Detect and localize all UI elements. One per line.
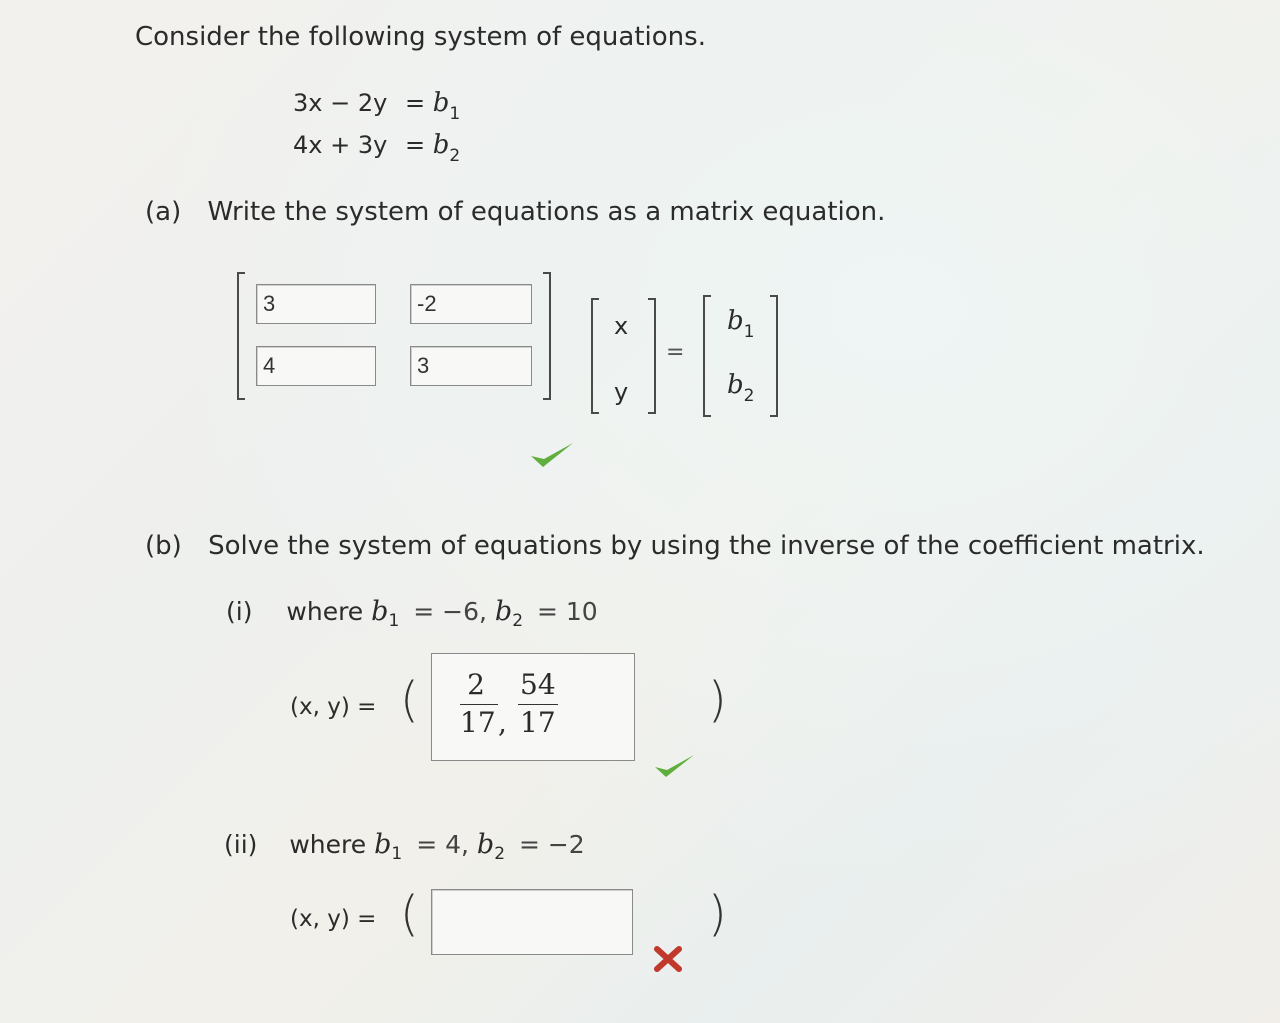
part-b-ii-condition: (ii) where $b_1 = 4$, $b_2 = -2$: [224, 829, 585, 864]
intro-text: Consider the following system of equations.: [135, 22, 706, 52]
matrix-left-bracket: [237, 272, 245, 400]
fraction-1-denominator: 17: [460, 706, 496, 739]
correct-check-icon: [652, 752, 696, 780]
fraction-2-numerator: 54: [520, 668, 556, 701]
equals-sign: =: [666, 340, 685, 365]
equation-2: $4x + 3y = b_2$: [293, 130, 461, 166]
open-paren-i: (: [400, 672, 419, 728]
matrix-input-a12[interactable]: -2: [410, 284, 532, 324]
fraction-separator: ,: [498, 706, 507, 739]
matrix-right-bracket: [543, 272, 551, 400]
matrix-input-a11[interactable]: 3: [256, 284, 376, 324]
incorrect-x-icon: [654, 946, 682, 972]
xy-label-ii: (x, y) =: [290, 906, 377, 932]
equation-1: $3x - 2y = b_1$: [293, 88, 461, 124]
vector-right-bracket: [648, 298, 656, 414]
rhs-right-bracket: [770, 295, 778, 417]
fraction-2-denominator: 17: [520, 706, 556, 739]
open-paren-ii: (: [400, 886, 419, 942]
part-b-prompt: (b) Solve the system of equations by using the inverse of the coefficient matrix.: [145, 531, 1205, 561]
part-a-prompt: (a) Write the system of equations as a matrix equation.: [145, 197, 886, 227]
close-paren-i: ): [708, 672, 727, 728]
rhs-b1: $b_1$: [727, 306, 755, 342]
rhs-b2: $b_2$: [727, 370, 755, 406]
rhs-left-bracket: [703, 295, 711, 417]
close-paren-ii: ): [708, 886, 727, 942]
vector-y: y: [614, 378, 629, 406]
answer-input-ii[interactable]: [431, 889, 633, 955]
vector-x: x: [614, 312, 629, 340]
part-b-i-condition: (i) where $b_1 = -6$, $b_2 = 10$: [226, 596, 598, 631]
matrix-input-a21[interactable]: 4: [256, 346, 376, 386]
matrix-input-a22[interactable]: 3: [410, 346, 532, 386]
xy-label-i: (x, y) =: [290, 694, 377, 720]
fraction-1-bar: [460, 704, 498, 705]
fraction-1-numerator: 2: [467, 668, 485, 701]
answer-input-i[interactable]: [431, 653, 635, 761]
fraction-2-bar: [518, 704, 558, 705]
vector-left-bracket: [591, 298, 599, 414]
correct-check-icon: [528, 440, 576, 470]
